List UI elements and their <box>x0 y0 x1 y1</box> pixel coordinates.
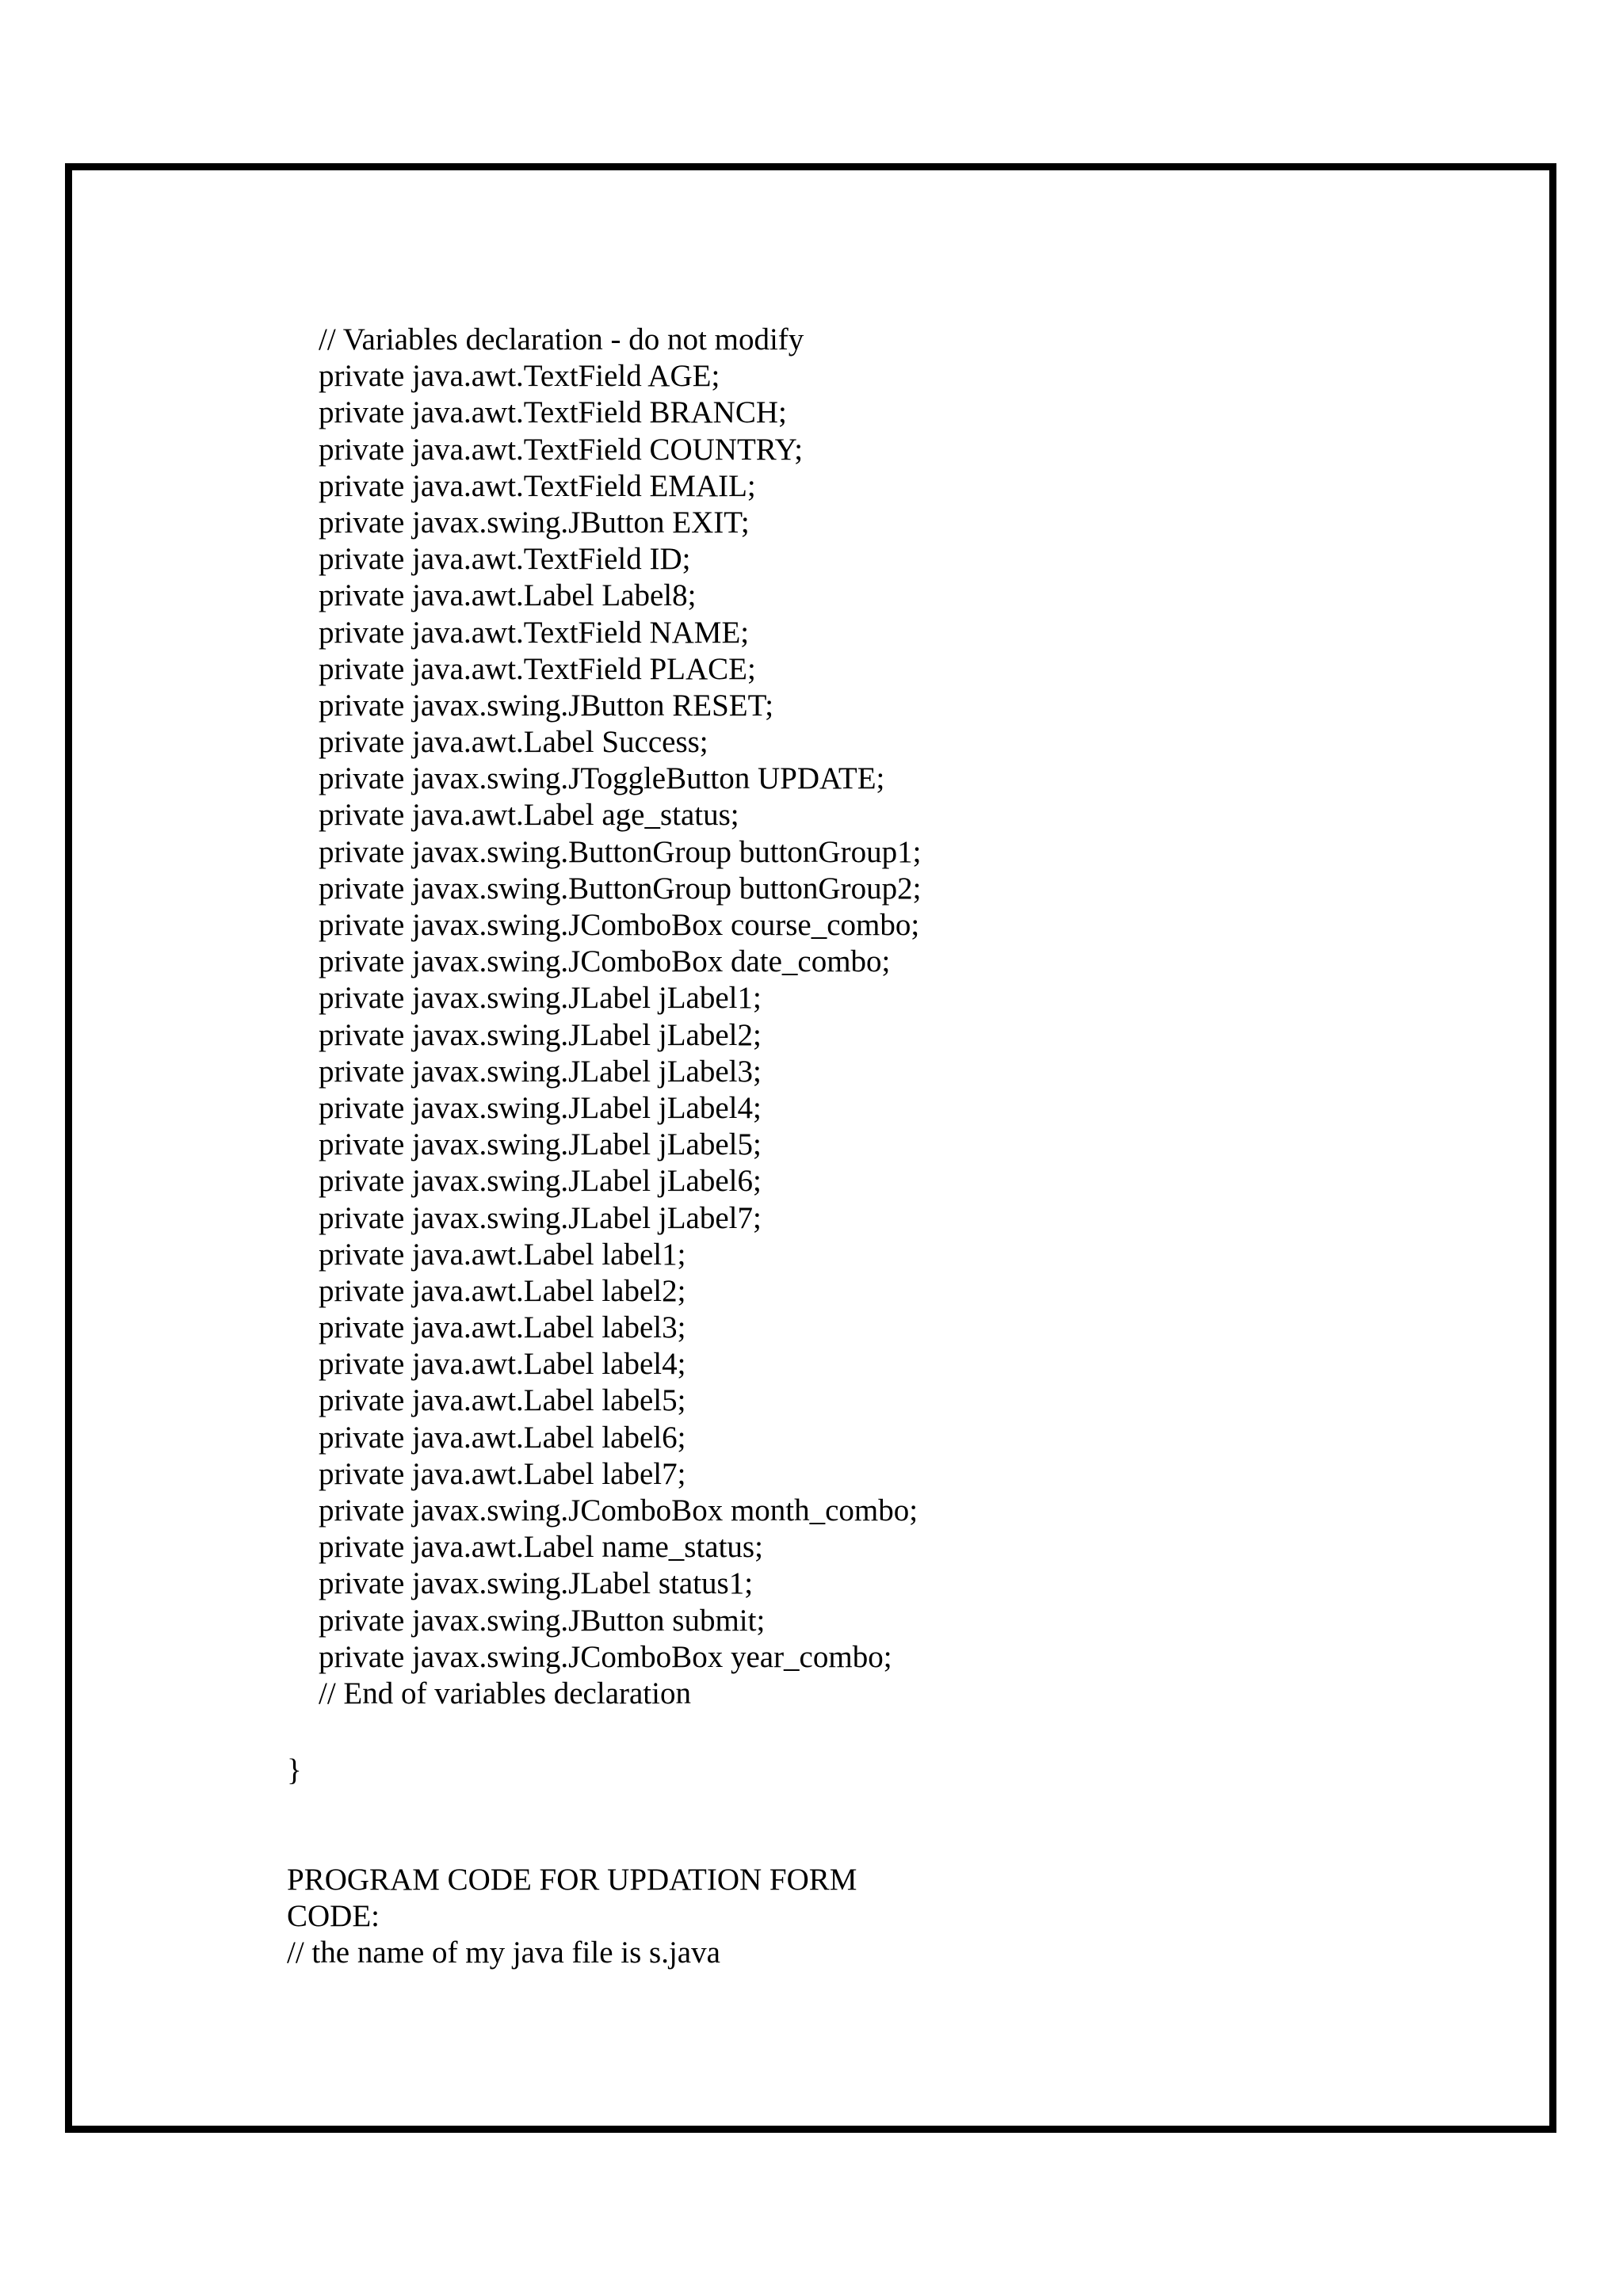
code-line: private java.awt.Label label6; <box>319 1420 686 1455</box>
code-line: private java.awt.Label label1; <box>319 1237 686 1272</box>
code-line: private javax.swing.JLabel status1; <box>319 1566 754 1601</box>
code-line: private javax.swing.JComboBox course_combo; <box>319 908 920 942</box>
section-title: PROGRAM CODE FOR UPDATION FORM <box>287 1863 857 1897</box>
code-line: private javax.swing.JButton EXIT; <box>319 505 750 540</box>
code-line: private java.awt.Label Label8; <box>319 578 697 613</box>
code-line: private java.awt.Label label4; <box>319 1347 686 1382</box>
code-line: private java.awt.TextField NAME; <box>319 615 750 650</box>
code-line: private javax.swing.JLabel jLabel4; <box>319 1090 762 1125</box>
code-line: private java.awt.Label label3; <box>319 1310 686 1345</box>
code-line: private java.awt.Label Success; <box>319 725 708 760</box>
code-line: private javax.swing.JLabel jLabel1; <box>319 981 762 1016</box>
code-label: CODE: <box>287 1899 380 1933</box>
code-line: private javax.swing.JLabel jLabel5; <box>319 1127 762 1162</box>
code-line: private javax.swing.JLabel jLabel3; <box>319 1054 762 1089</box>
code-line: private javax.swing.ButtonGroup buttonGroup2; <box>319 871 922 906</box>
code-line: private javax.swing.JComboBox year_combo; <box>319 1639 892 1674</box>
code-line: private javax.swing.ButtonGroup buttonGroup1; <box>319 834 922 869</box>
code-line: private java.awt.Label label2; <box>319 1273 686 1308</box>
code-line: private java.awt.Label label5; <box>319 1383 686 1418</box>
code-line: private javax.swing.JLabel jLabel2; <box>319 1017 762 1052</box>
code-line: private javax.swing.JToggleButton UPDATE; <box>319 761 885 796</box>
code-line: private java.awt.TextField PLACE; <box>319 651 756 686</box>
variables-declaration-code <box>319 322 921 1712</box>
code-line: private java.awt.TextField BRANCH; <box>319 395 787 430</box>
code-line: private javax.swing.JComboBox date_combo; <box>319 944 891 979</box>
code-line: private javax.swing.JButton submit; <box>319 1603 766 1638</box>
code-line: private java.awt.TextField EMAIL; <box>319 468 756 503</box>
code-line: private java.awt.Label age_status; <box>319 798 739 833</box>
code-line: private java.awt.TextField AGE; <box>319 359 720 394</box>
code-line: private javax.swing.JLabel jLabel6; <box>319 1164 762 1199</box>
code-line: // Variables declaration - do not modify <box>319 322 804 357</box>
code-line: // End of variables declaration <box>319 1676 691 1711</box>
file-name-comment: // the name of my java file is s.java <box>287 1936 720 1970</box>
code-line: private java.awt.Label name_status; <box>319 1530 763 1565</box>
code-line: private javax.swing.JLabel jLabel7; <box>319 1200 762 1235</box>
code-line: private java.awt.TextField ID; <box>319 542 691 577</box>
code-line: private java.awt.Label label7; <box>319 1456 686 1491</box>
code-line: private javax.swing.JComboBox month_combo; <box>319 1493 918 1527</box>
closing-brace: } <box>287 1753 302 1787</box>
code-line: private java.awt.TextField COUNTRY; <box>319 432 804 467</box>
code-line: private javax.swing.JButton RESET; <box>319 688 774 723</box>
updation-form-intro <box>287 1862 857 1971</box>
